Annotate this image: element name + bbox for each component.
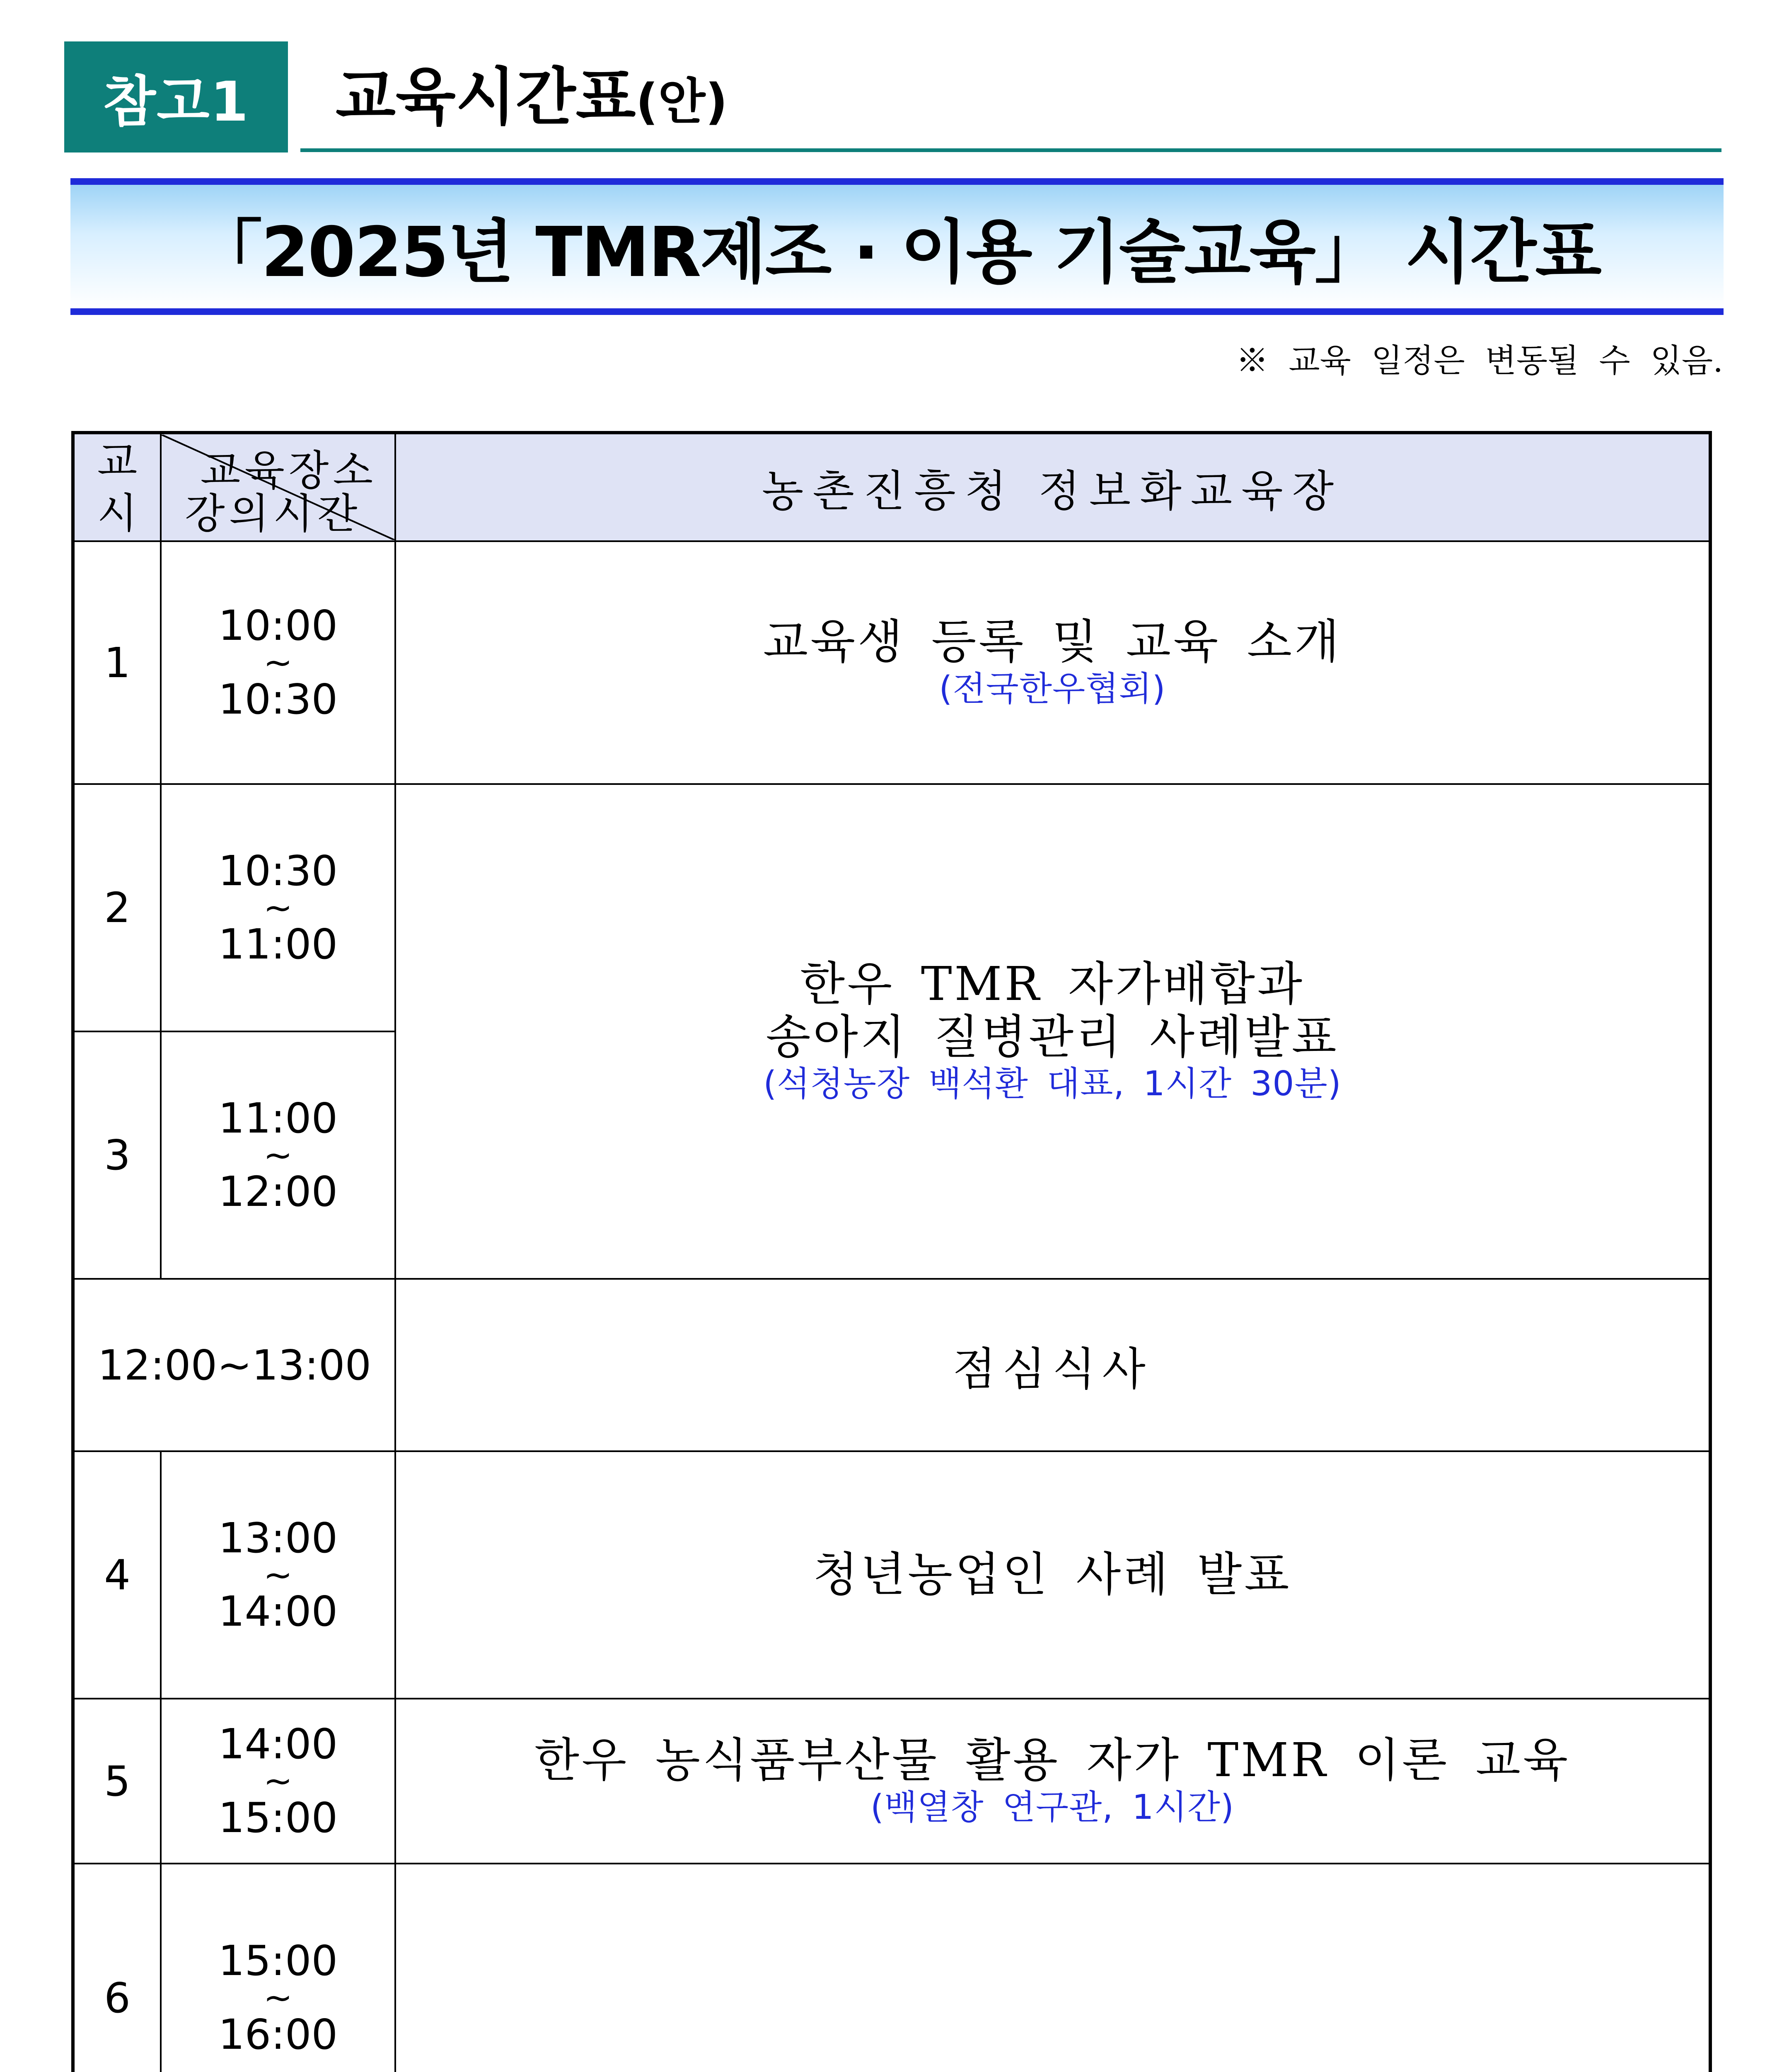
reference-title-suffix: (안) — [636, 73, 728, 130]
table-row — [73, 1699, 1710, 1864]
title-underline — [300, 148, 1721, 152]
end-time: 12:00 — [218, 1167, 338, 1216]
start-time: 10:30 — [218, 846, 338, 895]
session-title: 한우 농식품부산물 활용 자가 TMR 이론 교육 — [534, 1733, 1571, 1787]
session-cell — [395, 541, 1710, 784]
period-header-top: 교 — [97, 437, 138, 486]
time-slot — [161, 1451, 395, 1699]
start-time: 15:00 — [218, 1936, 338, 1985]
end-time: 15:00 — [218, 1793, 338, 1842]
session-instructor: (전국한우협회) — [939, 669, 1166, 709]
time-place-header — [161, 433, 395, 541]
session-title: 청년농업인 사례 발표 — [813, 1547, 1292, 1602]
banner-title: 「2025년 TMR제조 · 이용 기술교육」 시간표 — [193, 213, 1601, 293]
session-instructor: (백열창 연구관, 1시간) — [870, 1787, 1235, 1827]
place-header: 농촌진흥청 정보화교육장 — [395, 433, 1710, 541]
time-slot — [161, 784, 395, 1031]
schedule-banner — [70, 178, 1724, 315]
place-header-label: 교육장소 — [200, 446, 377, 495]
table-row — [73, 541, 1710, 784]
reference-title — [336, 56, 728, 143]
table-row — [73, 1864, 1710, 2072]
table-row — [73, 784, 1710, 1031]
tilde: ~ — [263, 1760, 293, 1801]
reference-title-text: 교육시간표 — [336, 61, 636, 133]
start-time: 10:00 — [218, 601, 338, 650]
table-row — [73, 1451, 1710, 1699]
start-time: 14:00 — [218, 1720, 338, 1769]
session-cell — [395, 1864, 1710, 2072]
period-number: 2 — [73, 784, 161, 1031]
lunch-label: 점심식사 — [395, 1279, 1710, 1451]
session-cell — [395, 1699, 1710, 1864]
time-slot — [161, 1031, 395, 1279]
tilde: ~ — [263, 1554, 293, 1595]
session-title-line: 송아지 질병관리 사례발표 — [766, 1010, 1339, 1064]
end-time: 11:00 — [218, 920, 338, 969]
period-number: 3 — [73, 1031, 161, 1279]
time-header-label: 강의시간 — [185, 489, 362, 538]
end-time: 16:00 — [218, 2010, 338, 2059]
session-title-line: 한우 TMR 자가배합과 — [800, 957, 1305, 1012]
table-header-row — [73, 433, 1710, 541]
session-cell — [395, 1451, 1710, 1699]
schedule-table — [71, 431, 1712, 2072]
session-title: 교육생 등록 및 교육 소개 — [763, 615, 1342, 669]
end-time: 10:30 — [218, 675, 338, 724]
tilde: ~ — [263, 1134, 293, 1175]
period-header — [73, 433, 161, 541]
time-slot — [161, 1699, 395, 1864]
time-slot — [161, 1864, 395, 2072]
period-number: 4 — [73, 1451, 161, 1699]
start-time: 13:00 — [218, 1513, 338, 1562]
start-time: 11:00 — [218, 1094, 338, 1143]
lunch-time: 12:00~13:00 — [73, 1279, 395, 1451]
lunch-row — [73, 1279, 1710, 1451]
session-cell — [395, 784, 1710, 1279]
reference-tag: 참고1 — [64, 41, 288, 152]
period-header-bottom: 시 — [97, 489, 138, 537]
time-slot — [161, 541, 395, 784]
tilde: ~ — [263, 887, 293, 928]
session-instructor: (석청농장 백석환 대표, 1시간 30분) — [763, 1064, 1342, 1104]
period-number: 6 — [73, 1864, 161, 2072]
end-time: 14:00 — [218, 1587, 338, 1636]
tilde: ~ — [263, 1977, 293, 2018]
period-number: 5 — [73, 1699, 161, 1864]
period-number: 1 — [73, 541, 161, 784]
schedule-change-note: ※ 교육 일정은 변동될 수 있음. — [1236, 342, 1723, 380]
tilde: ~ — [263, 642, 293, 683]
